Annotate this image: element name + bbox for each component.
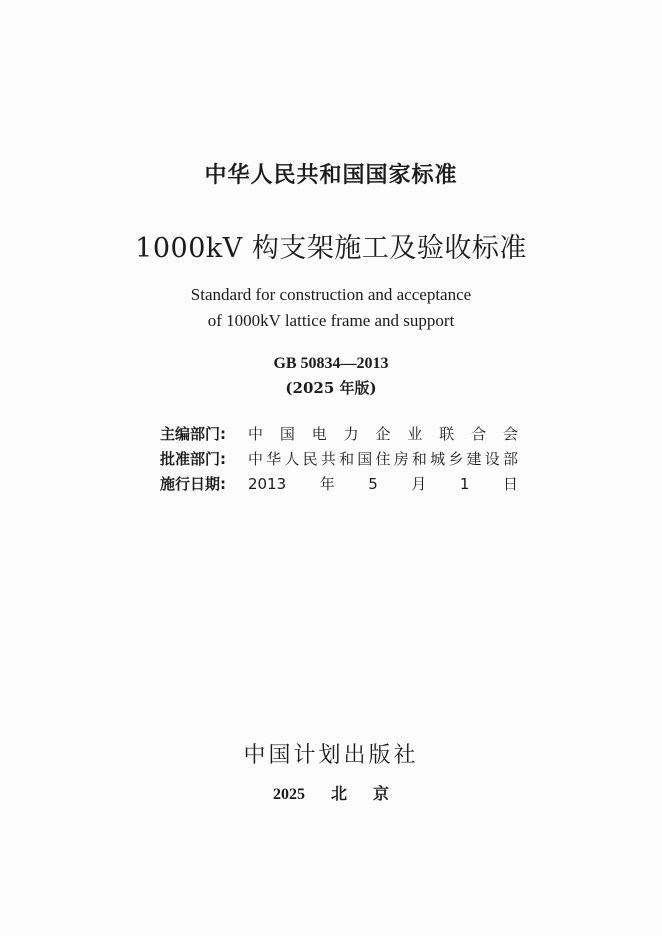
approver-label: 批准部门: [160,450,226,468]
editor-label: 主编部门: [160,425,226,443]
publication-city: 北 京 [330,786,389,803]
effective-date-row [160,472,520,496]
approver-value: 中华人民共和国住房和城乡建设部 [248,450,518,468]
editor-value: 中国电力企业联合会 [248,425,518,443]
edition-label: (2025 年版) [285,379,377,397]
publisher-name: 中国计划出版社 [243,743,419,768]
publication-year-city [0,781,662,804]
english-title-line2: of 1000kV lattice frame and support [207,311,455,330]
effective-date-value: 2013年5月1日 [248,475,518,493]
approver-row [160,447,520,471]
english-title-line1: Standard for construction and acceptance [190,285,472,304]
standard-code: GB 50834—2013 [273,355,389,372]
effective-date-label: 施行日期: [160,475,226,493]
editor-row [160,422,520,446]
standard-type-heading: 中华人民共和国国家标准 [204,163,458,188]
main-title: 1000kV 构支架施工及验收标准 [135,233,527,264]
publication-year: 2025 [272,786,305,803]
